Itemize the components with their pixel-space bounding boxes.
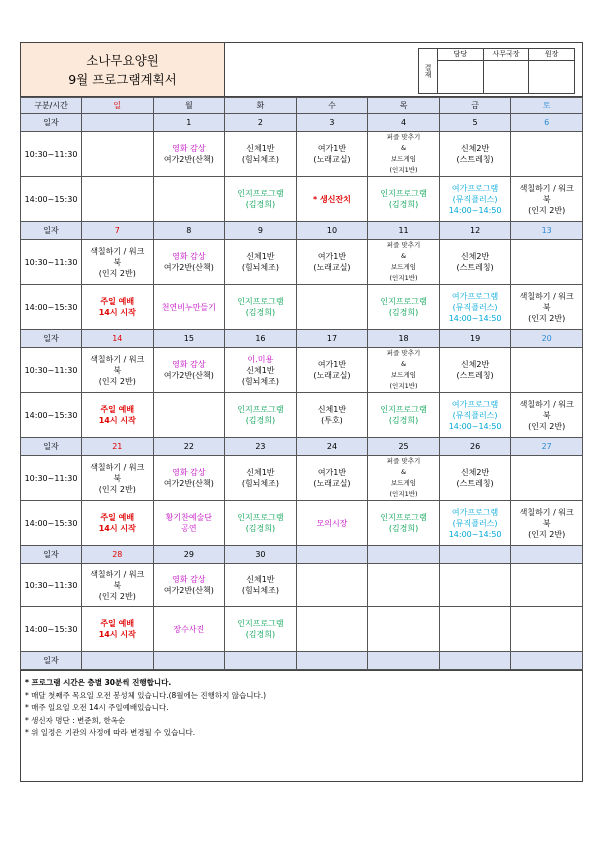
program-line: (힘뇌체조) xyxy=(241,376,279,386)
am-time-label: 10:30~11:30 xyxy=(21,132,82,177)
weekday-wed: 수 xyxy=(296,98,368,114)
program-line: (인지 2반) xyxy=(98,376,136,386)
program-line: (인지1반) xyxy=(389,274,418,282)
program-line: 여가프로그램 xyxy=(451,399,499,409)
pm-time-label: 14:00~15:30 xyxy=(21,177,82,222)
program-line: 황기찬예술단 xyxy=(165,513,213,522)
date-label: 일자 xyxy=(21,546,82,564)
schedule-table xyxy=(20,97,583,670)
program-cell xyxy=(153,285,225,330)
program-line: 영화 감상 xyxy=(172,575,206,584)
program-cell xyxy=(153,240,225,285)
date-cell: 27 xyxy=(511,438,583,456)
program-line: 여가1반 xyxy=(317,252,347,261)
am-row xyxy=(21,132,583,177)
date-cell xyxy=(82,114,154,132)
program-line: 색칠하기 / 워크 xyxy=(90,246,145,256)
program-cell xyxy=(225,132,297,177)
program-cell xyxy=(439,177,511,222)
program-cell xyxy=(439,501,511,546)
approval-col-2 xyxy=(484,49,530,93)
program-line: 색칠하기 / 워크 xyxy=(519,291,574,301)
date-cell: 29 xyxy=(153,546,225,564)
program-line: 북 xyxy=(113,580,122,590)
program-line: 북 xyxy=(542,410,551,420)
program-line: (인지 2반) xyxy=(98,591,136,601)
program-cell xyxy=(368,240,440,285)
program-line: (노래교실) xyxy=(313,371,351,380)
program-cell xyxy=(439,285,511,330)
date-label: 일자 xyxy=(21,222,82,240)
program-line: 여가2반(산책) xyxy=(163,586,214,595)
program-cell xyxy=(511,607,583,652)
program-cell xyxy=(368,564,440,607)
program-line: 14시 시작 xyxy=(98,416,136,425)
program-line: (인지1반) xyxy=(389,382,418,390)
program-line: (김경희) xyxy=(245,308,276,317)
program-cell xyxy=(153,393,225,438)
approval-label xyxy=(419,49,438,93)
program-line: (김경희) xyxy=(245,200,276,209)
program-line: 인지프로그램 xyxy=(237,405,284,414)
approval-box xyxy=(418,48,575,94)
date-cell xyxy=(511,546,583,564)
program-cell xyxy=(296,285,368,330)
program-cell xyxy=(511,564,583,607)
date-cell: 17 xyxy=(296,330,368,348)
program-line: (인지 2반) xyxy=(98,484,136,494)
program-line: (노래교실) xyxy=(313,479,351,488)
plan-title: 9월 프로그램계획서 xyxy=(68,71,177,87)
am-time-label: 10:30~11:30 xyxy=(21,564,82,607)
program-line: 신체2반 xyxy=(460,252,490,261)
program-line: (힘뇌체조) xyxy=(241,155,279,164)
program-cell xyxy=(82,564,154,607)
program-line: (인지 2반) xyxy=(98,268,136,278)
program-line: 영화 감상 xyxy=(172,360,206,369)
program-line: 북 xyxy=(542,518,551,528)
date-label: 일자 xyxy=(21,114,82,132)
program-cell xyxy=(368,132,440,177)
weekday-sun: 일 xyxy=(82,98,154,114)
date-cell: 30 xyxy=(225,546,297,564)
program-line: 신체2반 xyxy=(460,360,490,369)
date-cell: 11 xyxy=(368,222,440,240)
program-line: 14:00~14:50 xyxy=(448,205,502,215)
program-line: (인지 2반) xyxy=(528,421,566,431)
date-cell xyxy=(368,652,440,670)
program-line: 인지프로그램 xyxy=(237,297,284,306)
date-row xyxy=(21,652,583,670)
program-line: 신체1반 xyxy=(246,144,275,153)
program-cell xyxy=(368,177,440,222)
note-line: * 위 일정은 기관의 사정에 따라 변경될 수 있습니다. xyxy=(25,728,196,737)
program-line: 보드게임 xyxy=(390,371,417,379)
program-cell xyxy=(225,348,297,393)
program-cell xyxy=(368,348,440,393)
date-cell: 2 xyxy=(225,114,297,132)
program-cell xyxy=(225,564,297,607)
program-line: 색칠하기 / 워크 xyxy=(519,399,574,409)
date-cell: 19 xyxy=(439,330,511,348)
date-cell: 24 xyxy=(296,438,368,456)
date-cell: 3 xyxy=(296,114,368,132)
program-cell xyxy=(82,177,154,222)
program-line: 14:00~14:50 xyxy=(448,421,502,431)
date-cell: 5 xyxy=(439,114,511,132)
date-cell xyxy=(296,652,368,670)
approval-head-3: 원장 xyxy=(529,49,574,61)
program-line: 인지프로그램 xyxy=(380,513,427,522)
date-cell xyxy=(439,546,511,564)
program-line: (김경희) xyxy=(388,200,419,209)
program-cell xyxy=(511,285,583,330)
program-line: 영화 감상 xyxy=(172,252,206,261)
note-line: * 매주 일요일 오전 14시 주일예배있습니다. xyxy=(25,703,169,712)
program-line: 인지프로그램 xyxy=(380,405,427,414)
program-line: 색칠하기 / 워크 xyxy=(90,354,145,364)
date-cell xyxy=(225,652,297,670)
program-line: 여가1반 xyxy=(317,144,347,153)
program-cell xyxy=(296,348,368,393)
program-cell xyxy=(439,456,511,501)
date-cell: 15 xyxy=(153,330,225,348)
program-line: & xyxy=(400,468,407,476)
sheet-header xyxy=(20,42,583,97)
pm-row xyxy=(21,501,583,546)
program-line: (힘뇌체조) xyxy=(241,586,279,595)
approval-label-text: 결재 xyxy=(424,64,432,78)
program-line: 여가1반 xyxy=(317,360,347,369)
pm-row xyxy=(21,177,583,222)
date-cell: 13 xyxy=(511,222,583,240)
program-line: 신체2반 xyxy=(460,144,490,153)
program-cell xyxy=(82,607,154,652)
program-line: (뮤직플러스) xyxy=(452,194,498,204)
program-line: (노래교실) xyxy=(313,263,351,272)
program-line: (김경희) xyxy=(245,630,276,639)
program-cell xyxy=(296,177,368,222)
program-cell xyxy=(82,456,154,501)
pm-time-label: 14:00~15:30 xyxy=(21,501,82,546)
program-cell xyxy=(153,607,225,652)
am-row xyxy=(21,456,583,501)
date-cell: 12 xyxy=(439,222,511,240)
program-line: (뮤직플러스) xyxy=(452,518,498,528)
program-cell xyxy=(368,456,440,501)
program-cell xyxy=(368,607,440,652)
program-line: (스트레칭) xyxy=(456,155,494,164)
program-cell xyxy=(82,285,154,330)
program-cell xyxy=(225,607,297,652)
date-label: 일자 xyxy=(21,652,82,670)
program-line: 보드게임 xyxy=(390,263,417,271)
program-line: 색칠하기 / 워크 xyxy=(519,507,574,517)
date-cell: 4 xyxy=(368,114,440,132)
program-cell xyxy=(296,564,368,607)
pm-row xyxy=(21,393,583,438)
program-cell xyxy=(439,607,511,652)
program-cell xyxy=(511,177,583,222)
program-line: 신체1반 xyxy=(246,252,275,261)
program-cell xyxy=(511,132,583,177)
program-cell xyxy=(82,240,154,285)
program-line: 신체1반 xyxy=(317,405,347,414)
program-line: 퍼즐 맞추기 xyxy=(386,457,421,465)
program-line: & xyxy=(400,252,407,260)
program-line: (김경희) xyxy=(388,416,419,425)
program-cell xyxy=(511,393,583,438)
date-cell xyxy=(153,652,225,670)
program-cell xyxy=(153,564,225,607)
weekday-tue: 화 xyxy=(225,98,297,114)
program-line: 14:00~14:50 xyxy=(448,529,502,539)
program-line: (노래교실) xyxy=(313,155,351,164)
program-cell xyxy=(511,501,583,546)
am-time-label: 10:30~11:30 xyxy=(21,348,82,393)
program-line: 신체1반 xyxy=(246,575,275,584)
program-line: 여가프로그램 xyxy=(451,183,499,193)
date-cell: 23 xyxy=(225,438,297,456)
program-line: (스트레칭) xyxy=(456,371,494,380)
program-line: 퍼즐 맞추기 xyxy=(386,349,421,357)
program-cell xyxy=(296,240,368,285)
program-line: * 생신잔치 xyxy=(313,194,351,204)
program-line: 신체2반 xyxy=(460,468,490,477)
program-cell xyxy=(296,501,368,546)
program-line: 색칠하기 / 워크 xyxy=(90,462,145,472)
program-cell xyxy=(153,501,225,546)
date-cell xyxy=(511,652,583,670)
date-cell: 22 xyxy=(153,438,225,456)
program-cell xyxy=(153,132,225,177)
program-line: (인지1반) xyxy=(389,166,418,174)
program-line: 북 xyxy=(113,257,122,267)
title-box xyxy=(21,43,225,96)
program-line: 주일 예배 xyxy=(100,405,135,414)
program-line: 보드게임 xyxy=(390,479,417,487)
date-label: 일자 xyxy=(21,438,82,456)
program-line: (스트레칭) xyxy=(456,263,494,272)
program-cell xyxy=(511,348,583,393)
program-cell xyxy=(225,240,297,285)
program-line: 북 xyxy=(542,302,551,312)
program-line: 영화 감상 xyxy=(172,144,206,153)
program-line: (김경희) xyxy=(388,524,419,533)
date-cell xyxy=(82,652,154,670)
note-line: * 매달 첫째주 목요일 오전 봉성체 있습니다.(8월에는 진행하지 않습니다.) xyxy=(25,690,267,700)
program-cell xyxy=(296,393,368,438)
program-cell xyxy=(439,348,511,393)
program-line: 14시 시작 xyxy=(98,630,136,639)
program-line: 14시 시작 xyxy=(98,524,136,533)
program-cell xyxy=(511,240,583,285)
date-cell: 6 xyxy=(511,114,583,132)
program-line: 여가2반(산책) xyxy=(163,263,214,272)
date-cell: 10 xyxy=(296,222,368,240)
program-line: (힘뇌체조) xyxy=(241,479,279,488)
program-cell xyxy=(511,456,583,501)
note-line: * 프로그램 시간은 층별 30분씩 진행합니다. xyxy=(25,678,172,687)
weekday-thu: 목 xyxy=(368,98,440,114)
program-cell xyxy=(296,456,368,501)
program-line: 주일 예배 xyxy=(100,513,135,522)
program-line: 신체1반 xyxy=(246,468,275,477)
program-line: 북 xyxy=(113,473,122,483)
date-cell: 20 xyxy=(511,330,583,348)
program-line: (김경희) xyxy=(245,416,276,425)
program-cell xyxy=(368,501,440,546)
program-line: 이.미용 xyxy=(247,354,274,364)
weekday-fri: 금 xyxy=(439,98,511,114)
program-line: 북 xyxy=(113,365,122,375)
program-cell xyxy=(439,393,511,438)
program-cell xyxy=(82,393,154,438)
date-cell: 25 xyxy=(368,438,440,456)
slot-header: 구분/시간 xyxy=(21,98,82,114)
program-cell xyxy=(82,348,154,393)
program-line: 인지프로그램 xyxy=(237,189,284,198)
program-cell xyxy=(439,132,511,177)
program-cell xyxy=(153,348,225,393)
date-cell xyxy=(368,546,440,564)
program-line: 색칠하기 / 워크 xyxy=(519,183,574,193)
approval-col-1 xyxy=(438,49,484,93)
notes-box xyxy=(20,670,583,782)
program-line: (투호) xyxy=(321,416,343,425)
program-cell xyxy=(225,456,297,501)
date-cell: 16 xyxy=(225,330,297,348)
program-cell xyxy=(439,240,511,285)
date-cell: 1 xyxy=(153,114,225,132)
program-line: 여가2반(산책) xyxy=(163,479,214,488)
weekday-mon: 월 xyxy=(153,98,225,114)
date-cell: 26 xyxy=(439,438,511,456)
am-time-label: 10:30~11:30 xyxy=(21,240,82,285)
pm-row xyxy=(21,285,583,330)
program-line: (인지 2반) xyxy=(528,313,566,323)
program-line: 주일 예배 xyxy=(100,297,135,306)
date-cell: 18 xyxy=(368,330,440,348)
program-cell xyxy=(368,393,440,438)
program-line: 퍼즐 맞추기 xyxy=(386,241,421,249)
program-line: (스트레칭) xyxy=(456,479,494,488)
program-cell xyxy=(225,285,297,330)
program-line: 여가1반 xyxy=(317,468,347,477)
program-line: 인지프로그램 xyxy=(380,189,427,198)
program-line: 여가프로그램 xyxy=(451,507,499,517)
program-line: 영화 감상 xyxy=(172,468,206,477)
program-line: & xyxy=(400,144,407,152)
program-line: (인지 2반) xyxy=(528,205,566,215)
program-line: & xyxy=(400,360,407,368)
program-cell xyxy=(82,501,154,546)
am-row xyxy=(21,564,583,607)
date-cell: 28 xyxy=(82,546,154,564)
program-line: 여가2반(산책) xyxy=(163,371,214,380)
program-line: (뮤직플러스) xyxy=(452,302,498,312)
program-line: 14:00~14:50 xyxy=(448,313,502,323)
program-line: 14시 시작 xyxy=(98,308,136,317)
am-time-label: 10:30~11:30 xyxy=(21,456,82,501)
program-cell xyxy=(153,456,225,501)
pm-time-label: 14:00~15:30 xyxy=(21,393,82,438)
date-row xyxy=(21,438,583,456)
approval-col-3 xyxy=(529,49,574,93)
program-line: (힘뇌체조) xyxy=(241,263,279,272)
program-line: 모의시장 xyxy=(316,518,348,528)
program-line: 천연비누만들기 xyxy=(161,302,216,312)
program-line: (뮤직플러스) xyxy=(452,410,498,420)
program-cell xyxy=(368,285,440,330)
weekday-header-row xyxy=(21,98,583,114)
date-cell: 7 xyxy=(82,222,154,240)
program-line: 북 xyxy=(542,194,551,204)
am-row xyxy=(21,348,583,393)
program-line: (인지1반) xyxy=(389,490,418,498)
program-cell xyxy=(225,393,297,438)
date-row xyxy=(21,546,583,564)
date-cell: 14 xyxy=(82,330,154,348)
program-line: 인지프로그램 xyxy=(237,619,284,628)
date-cell xyxy=(439,652,511,670)
program-line: (김경희) xyxy=(388,308,419,317)
date-cell: 8 xyxy=(153,222,225,240)
date-row xyxy=(21,330,583,348)
program-cell xyxy=(296,132,368,177)
program-line: 색칠하기 / 워크 xyxy=(90,569,145,579)
program-cell xyxy=(82,132,154,177)
program-line: 장수사진 xyxy=(173,624,205,634)
program-cell xyxy=(225,177,297,222)
program-sheet xyxy=(20,42,583,782)
date-cell xyxy=(296,546,368,564)
program-line: 퍼즐 맞추기 xyxy=(386,133,421,141)
pm-row xyxy=(21,607,583,652)
program-line: 인지프로그램 xyxy=(380,297,427,306)
facility-name: 소나무요양원 xyxy=(86,52,159,68)
approval-head-1: 담당 xyxy=(438,49,483,61)
date-label: 일자 xyxy=(21,330,82,348)
pm-time-label: 14:00~15:30 xyxy=(21,285,82,330)
weekday-sat: 토 xyxy=(511,98,583,114)
program-line: 인지프로그램 xyxy=(237,513,284,522)
program-line: 여가2반(산책) xyxy=(163,155,214,164)
program-line: (김경희) xyxy=(245,524,276,533)
program-cell xyxy=(225,501,297,546)
date-cell: 9 xyxy=(225,222,297,240)
program-line: 공연 xyxy=(181,524,197,533)
program-cell xyxy=(153,177,225,222)
program-cell xyxy=(296,607,368,652)
am-row xyxy=(21,240,583,285)
program-line: (인지 2반) xyxy=(528,529,566,539)
program-line: 보드게임 xyxy=(390,155,417,163)
pm-time-label: 14:00~15:30 xyxy=(21,607,82,652)
date-row xyxy=(21,114,583,132)
program-line: 여가프로그램 xyxy=(451,291,499,301)
note-line: * 생신자 명단 : 변준희, 한옥순 xyxy=(25,715,126,725)
date-cell: 21 xyxy=(82,438,154,456)
program-cell xyxy=(439,564,511,607)
approval-head-2: 사무국장 xyxy=(484,49,529,61)
program-line: 주일 예배 xyxy=(100,619,135,628)
program-line: 신체1반 xyxy=(246,365,275,375)
date-row xyxy=(21,222,583,240)
